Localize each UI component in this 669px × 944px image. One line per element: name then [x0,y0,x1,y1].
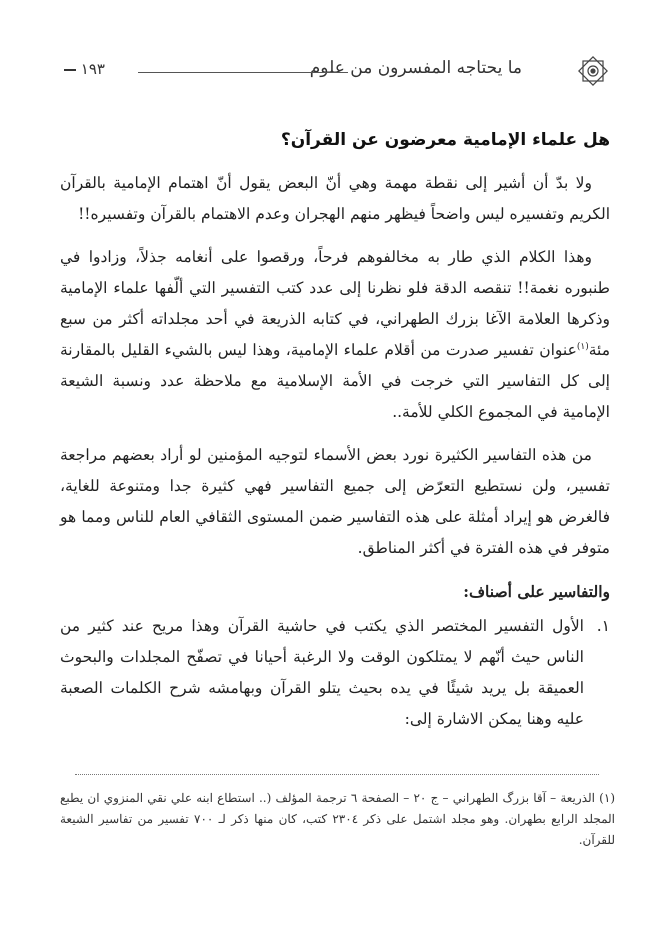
paragraph-3: من هذه التفاسير الكثيرة نورد بعض الأسماء لتوجيه المؤمنين لو أراد بعضهم مراجعة تفسير، ولن نستطيع التعرّض إلى جميع التفاسير فهي كثيرة جدا ومتنوعة للغاية، فالغرض هو إيراد أمثلة على هذه التفاسير ضمن المستوى الثقافي العام للناس ومما هو متوفر في هذه الفترة في أكثر المناطق. [60,446,610,557]
list-heading: والتفاسير على أصناف: [463,582,610,601]
list-item-text: الأول التفسير المختصر الذي يكتب في حاشية القرآن وهذا مريح عند كثير من الناس حيث أنّهم لا يمتلكون الوقت ولا الرغبة أحيانا في تصفّح المجلدات والبحوث العميقة بل يريد شيئًا في يده بحيث يتلو القرآن وبهامشه شرح الكلمات الصعبة عليه وهنا يمكن الاشارة إلى: [60,617,584,728]
paragraph-2 [60,242,610,428]
footnote: (١) الذريعة – آقا بزرگ الطهراني – ج ٢٠ – الصفحة ٦ ترجمة المؤلف (.. استطاع ابنه علي نقي المنزوي ان يطبع المجلد الرابع بطهران. وهو مجلد اشتمل على ذكر ٢٣٠٤ كتب، كان منها ذكر لـ ٧٠٠ تفسير من تفاسير الشيعة للقرآن. [60,791,615,847]
paragraph-2-part-1: وهذا الكلام الذي طار به مخالفوهم فرحاً، ورقصوا على أنغامه جذلاً، وزادوا في طنبوره نغمة!! تنقصه الدقة فلو نظرنا إلى عدد كتب التفسير التي ألّفها علماء الإمامية وذكرها العلامة الآغا بزرك الطهراني، في كتابه الذريعة في أحد مجلداته أكثر من سبع مئة [60,248,610,359]
star-ornament-icon [576,54,610,88]
running-title: ما يحتاجه المفسرون من علوم [309,58,522,78]
page-number [60,60,105,78]
page-number-value: ١٩٣ [80,60,105,78]
paragraph-1: ولا بدّ أن أشير إلى نقطة مهمة وهي أنّ البعض يقول أنّ اهتمام الإمامية بالقرآن الكريم وتفسيره ليس واضحاً فيظهر منهم الهجران وعدم الاهتمام بالقرآن وتفسيره!! [60,174,610,223]
list-item [60,611,610,735]
main-text [60,126,610,735]
list-item-number: ١. [596,617,610,635]
footnote-marker: (١) [576,341,589,352]
paragraph-2-part-2: عنوان تفسير صدرت من أقلام علماء الإمامية، وهذا ليس بالشيء القليل بالمقارنة إلى كل التفاسير التي خرجت في الأمة الإسلامية مع ملاحظة عدد ونسبة الشيعة الإمامية في المجموع الكلي للأمة.. [60,341,610,421]
section-title: هل علماء الإمامية معرضون عن القرآن؟ [280,130,610,150]
footnote-separator [75,774,599,775]
header-rule [138,72,348,73]
page-header [60,50,610,90]
page-number-dash [64,69,76,71]
